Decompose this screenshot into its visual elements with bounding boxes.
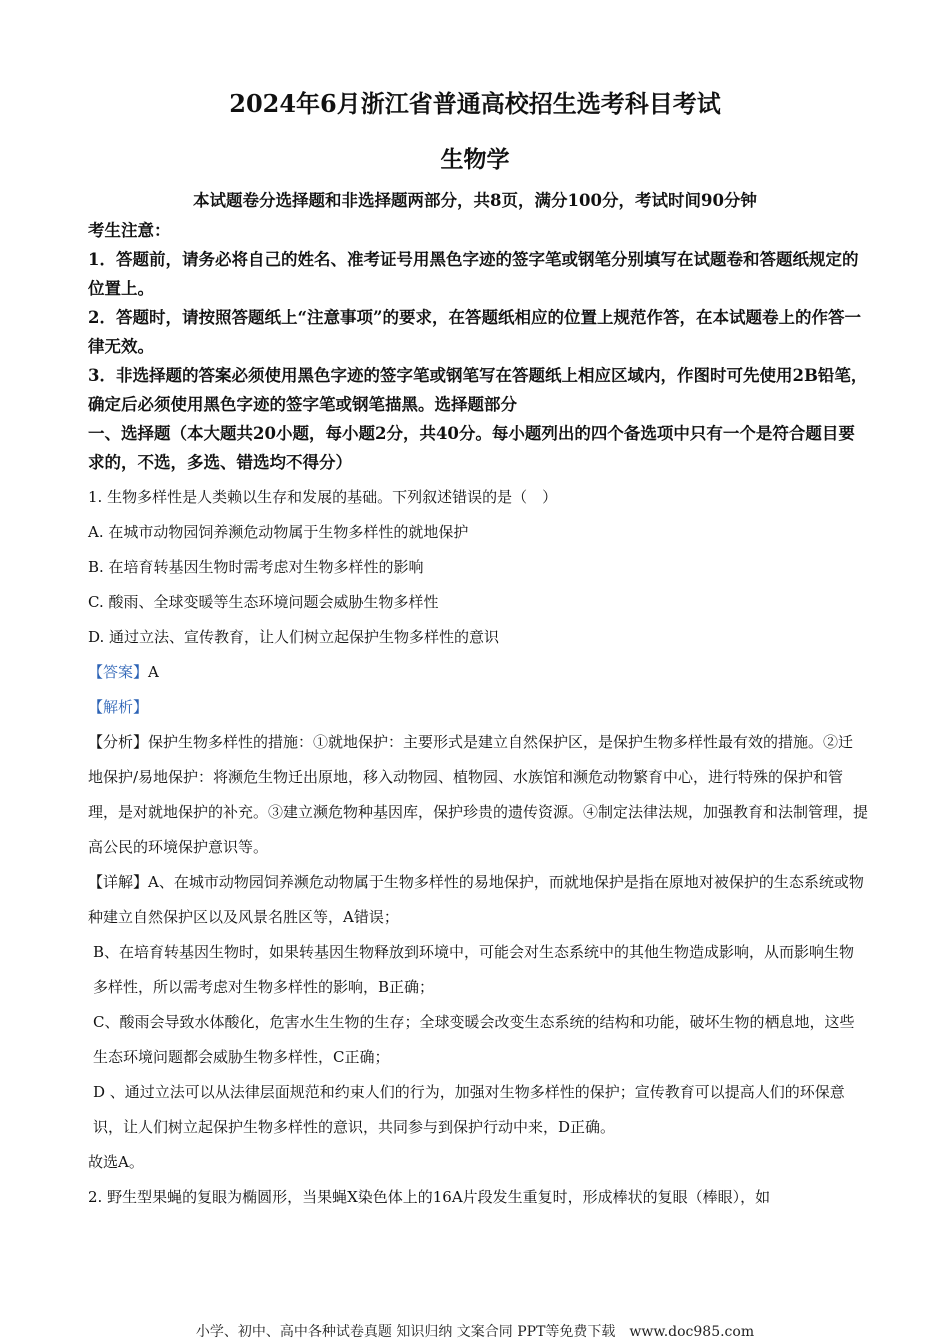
subject-title: 生物学 [440,146,510,173]
notice-item-3: 3．非选择题的答案必须使用黑色字迹的签字笔或钢笔写在答题纸上相应区域内，作图时可先使用2B铅笔，确定后必须使用黑色字迹的签字笔或钢笔描黑。选择题部分 [88,366,868,414]
analysis-label: 【分析】 [88,733,149,751]
option-c: C. 酸雨、全球变暖等生态环境问题会威胁生物多样性 [88,593,439,611]
answer-line [88,655,868,690]
option-d: D. 通过立法、宣传教育，让人们树立起保护生物多样性的意识 [88,628,500,646]
page-footer: 小学、初中、高中各种试卷真题 知识归纳 文案合同 PPT等免费下载 www.doc985.com [195,1324,755,1340]
detail-label: 【详解】 [88,873,149,891]
detail-a-text: A、在城市动物园饲养濒危动物属于生物多样性的易地保护，而就地保护是指在原地对被保护的生态系统或物种建立自然保护区以及风景名胜区等，A错误； [88,873,864,926]
exam-title: 2024年6月浙江省普通高校招生选考科目考试 [229,89,721,118]
question-2-stem: 2. 野生型果蝇的复眼为椭圆形，当果蝇X染色体上的16A片段发生重复时，形成棒状的复眼（棒眼），如 [88,1188,771,1206]
notice-item-1: 1．答题前，请务必将自己的姓名、准考证号用黑色字迹的签字笔或钢笔分别填写在试题卷和答题纸规定的位置上。 [88,250,859,298]
option-b: B. 在培育转基因生物时需考虑对生物多样性的影响 [88,558,424,576]
option-a: A. 在城市动物园饲养濒危动物属于生物多样性的就地保护 [88,523,469,541]
analysis-paragraph [88,725,868,865]
question-1 [88,480,868,1215]
exam-intro: 本试题卷分选择题和非选择题两部分，共8页，满分100分，考试时间90分钟 [193,191,757,210]
analysis-tag: 【解析】 [88,698,149,716]
candidate-notice [88,216,868,477]
analysis-text: 保护生物多样性的措施：①就地保护：主要形式是建立自然保护区，是保护生物多样性最有效的措施。②迁地保护/易地保护：将濒危生物迁出原地，移入动物园、植物园、水族馆和濒危动物繁育中心，进行特殊的保护和管理，是对就地保护的补充。③建立濒危物种基因库，保护珍贵的遗传资源。④制定法律法规，加强教育和法制管理，提高公民的环境保护意识等。 [88,733,869,856]
answer-value: A [148,663,159,681]
conclusion: 故选A。 [88,1153,144,1171]
detail-paragraph-c: C、酸雨会导致水体酸化，危害水生生物的生存；全球变暖会改变生态系统的结构和功能，破坏生物的栖息地，这些生态环境问题都会威胁生物多样性，C正确； [93,1013,855,1066]
notice-item-2: 2．答题时，请按照答题纸上“注意事项”的要求，在答题纸相应的位置上规范作答，在本试题卷上的作答一律无效。 [88,308,861,356]
question-stem: 1. 生物多样性是人类赖以生存和发展的基础。下列叙述错误的是（ ） [88,488,558,506]
detail-paragraph-a [88,865,868,935]
answer-tag: 【答案】 [88,663,149,681]
detail-paragraph-d: D 、通过立法可以从法律层面规范和约束人们的行为，加强对生物多样性的保护；宣传教育可以提高人们的环保意识，让人们树立起保护生物多样性的意识，共同参与到保护行动中来，D正确。 [93,1083,845,1136]
detail-paragraph-b: B、在培育转基因生物时，如果转基因生物释放到环境中，可能会对生态系统中的其他生物造成影响，从而影响生物多样性，所以需考虑对生物多样性的影响，B正确； [93,943,855,996]
notice-heading: 考生注意： [88,221,171,240]
section-heading: 一、选择题（本大题共20小题，每小题2分，共40分。每小题列出的四个备选项中只有一个是符合题目要求的，不选，多选、错选均不得分） [88,424,855,472]
